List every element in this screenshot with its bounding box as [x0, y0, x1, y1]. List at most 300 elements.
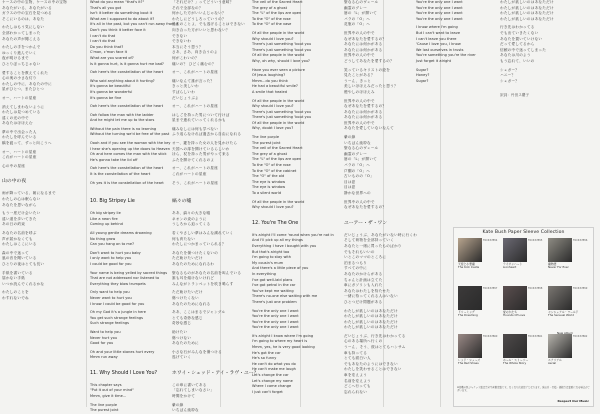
lyric-line: The line purple	[252, 135, 280, 140]
lyric-line: 痛みなしには何も学べない	[172, 126, 219, 131]
catalog-number: TOCP-67858	[528, 287, 543, 290]
lyric-line: それで全部なの？	[172, 5, 203, 10]
lyric-line: But that's alright too	[252, 249, 290, 254]
lyric-line: This chapter says	[90, 382, 122, 387]
lyric-line: できないわ	[172, 39, 192, 44]
lyric-line: Of all the people in the world	[252, 53, 305, 58]
lyric-line: あなたには何かがある	[344, 47, 383, 52]
lyric-line: 「忘れてしまいなさい」	[172, 388, 215, 393]
lyric-line: You're the only one I want	[416, 11, 463, 16]
lyric-line: Why should I love you?	[252, 104, 294, 109]
lyric-line: ただ助けたいだけ	[172, 290, 203, 295]
album-title	[503, 359, 536, 366]
album-title-en: The Whole Story	[503, 361, 527, 366]
album-cover-image	[503, 286, 527, 310]
lyric-line: 橋を渡って、ずっと向こうへ	[2, 141, 52, 146]
lyric-line: あなたを傷つけたくないの	[172, 250, 219, 255]
lyric-line: あなたの声が聞こえる	[2, 36, 41, 41]
lyric-line: Want to help you	[90, 329, 121, 334]
catalog-number: TOCP-67862	[573, 335, 588, 338]
album-title-jp: ライオンハート	[503, 262, 523, 266]
lyric-line: わたしが欲しいのはあなただけ	[344, 308, 398, 313]
lyric-line: いつか読んでくれるかな	[2, 281, 45, 286]
lyric-line: I've got petrol in the car	[252, 283, 296, 288]
lyric-line: わたしを呼んでいる	[2, 135, 37, 140]
album-title-en: Lionheart	[503, 265, 517, 270]
lyric-line: Everything they blow trumpets	[90, 281, 146, 286]
album-title-jp: 愛のかたち	[503, 310, 517, 314]
song-title: 11. Why Should I Love You?	[90, 370, 158, 376]
lyric-line: Of all the people in the world	[252, 30, 305, 35]
lyric-line: The veil of the Sacred Heart	[252, 146, 303, 151]
lyric-line: 遠くの光の中で	[2, 115, 29, 120]
lyric-line: Oh big stripey lie	[90, 211, 121, 216]
lyric-line: Such strange feelings	[90, 321, 129, 326]
lyric-line: We lost ourselves in trusts	[416, 47, 464, 52]
lyric-line: Ooh follow the man with the ladder	[90, 112, 154, 117]
lyric-line: どうしてあなたを愛するの？	[344, 58, 394, 63]
lyric-line: 手紙を書いている	[2, 270, 33, 275]
lyric-line: Don't you think it better face it	[90, 27, 146, 32]
lyric-line: Of all the people in the world	[252, 98, 305, 103]
lyric-line: In everything	[252, 271, 276, 276]
lyric-line: だいじょうぶ、あなたがいない時に行くわ	[344, 232, 418, 237]
lyric-line: 忘れられない	[344, 389, 368, 394]
lyric-line: もう一度だけ会いたい	[2, 211, 41, 216]
lyric-line: You're the only one I want	[416, 0, 463, 4]
lyric-line: Never hurt you	[90, 335, 118, 340]
lyric-line: 心のある場所へ行くの	[344, 339, 383, 344]
album-title	[503, 311, 536, 318]
song-title: ユーアー・ザ・ワン	[344, 220, 388, 226]
lyric-line: あなたには何かがある	[344, 115, 383, 120]
lyric-line: これがハートの星座	[172, 172, 207, 177]
lyric-line: 星まで連れていってくれるかも	[172, 118, 226, 123]
lyric-line: ガラスの中の宝石を見つめる	[2, 11, 52, 16]
lyric-line: わたしが欲しいのはあなただけ	[344, 314, 398, 319]
lyric-line: No thing grow	[90, 236, 116, 241]
lyric-line: 幽霊のグレー	[344, 151, 368, 156]
lyric-line: 戸棚の「O」へ	[344, 168, 371, 173]
album-cover-image	[503, 334, 527, 358]
lyric-line: 奇妙な感じ	[172, 321, 192, 326]
lyric-line: He's got the car	[252, 350, 281, 355]
album-title-en: The Sensual World	[548, 313, 574, 318]
lyric-line: 遠い道を歩いてきた	[2, 216, 37, 221]
lyric-line: 一緒に待ってくれる人はいない	[344, 294, 398, 299]
lyric-line: わたしが欲しいのはあなただけ	[500, 0, 554, 4]
lyric-line: 本当にそう思う？	[172, 44, 203, 49]
lyric-line: あなたを思いながら	[2, 202, 37, 207]
lyric-line: ふたを開けてくれるのよ	[172, 157, 215, 162]
lyric-line: わたしにどうしろっていうの？	[172, 16, 226, 21]
lyric-line: でもそれもいいの	[344, 249, 375, 254]
lyric-line: ふり返らなければ過去から自由になれる	[172, 132, 242, 137]
lyric-line: 天国への扉を開けているらしいわ	[172, 146, 230, 151]
album-cover-item	[548, 334, 588, 366]
lyric-column-jp-1	[2, 0, 84, 407]
album-cover-image	[548, 286, 572, 310]
lyric-line: 車を変えよう	[344, 373, 368, 378]
lyric-line: I know I could be good for you	[90, 301, 145, 306]
lyric-line: 心の中の星座	[2, 163, 26, 168]
lyric-line: C'mon, c'mon face it	[90, 50, 128, 55]
album-cover-item	[458, 238, 498, 270]
lyric-line: And there's a little piece of you	[252, 266, 309, 271]
lyric-line: シュガー？	[500, 78, 520, 83]
lyric-line: 消えてしまわないように	[2, 104, 45, 109]
album-title	[548, 263, 581, 270]
lyric-line: 逃げていく	[172, 355, 192, 360]
lyric-line: Is it gonna hurt, is it gonna hurt me bad?	[90, 61, 164, 66]
lyric-line: What do you mean "that's it?"	[90, 0, 145, 4]
lyric-line: Mmm, yes, he is very good looking	[252, 345, 315, 350]
lyric-line: I'm going to where my heart is	[252, 339, 308, 344]
lyric-line: There's just something 'bout you	[252, 47, 312, 52]
stanza-break	[252, 214, 342, 217]
lyric-line: ああ、縞々の大きな嘘	[172, 211, 211, 216]
lyric-line: とても面白い人	[344, 356, 371, 361]
lyric-line: はしごを持った男について行けば	[172, 112, 230, 117]
lyric-line: できない	[172, 33, 188, 38]
lyric-line: The eye is window	[252, 185, 286, 190]
lyric-line: ひとつだけ問題がある	[344, 299, 383, 304]
lyric-line: It is the constellation of the heart	[90, 172, 151, 177]
lyric-line: 世界中の人の中で	[344, 199, 375, 204]
lyric-line: ただ助けたいだけ	[172, 256, 203, 261]
lyric-line: ちゃんと計画は立てた	[344, 277, 383, 282]
lyric-line: There's no-one else waiting with me	[252, 294, 318, 299]
lyric-line: 花瓶の「O」へ	[344, 22, 371, 27]
lyric-line: 助けたい	[172, 329, 188, 334]
collection-title: Kate Bush Paper Sleeve Collection	[482, 230, 565, 235]
lyric-line: That's all you got	[90, 5, 122, 10]
lyric-line: いちばん純粋な	[172, 408, 199, 413]
lyric-line: 傷つけたくない	[172, 295, 199, 300]
lyric-line: Your name is being yelled by sacred things	[90, 270, 168, 275]
lyric-line: 車も持ってる	[344, 350, 368, 355]
lyric-line: Isn't it better do something bout it	[90, 11, 153, 16]
lyric-line: What are you scared of?	[90, 55, 134, 60]
lyric-line: 時間をかけて	[172, 394, 196, 399]
lyric-line: He had a beautiful smile?	[252, 84, 298, 89]
lyric-line: I can't do that	[90, 33, 116, 38]
lyric-line: ひとりぼっちじゃない	[2, 61, 41, 66]
album-title-en: The Kick Inside	[458, 265, 480, 270]
respect-our-music-logo: Respect Our Music	[557, 399, 589, 403]
lyric-line: You're the only one I want	[416, 16, 463, 21]
lyric-line: あなたはわたしを待たせた	[344, 288, 391, 293]
lyric-line: 夢の中で出会った人	[2, 129, 37, 134]
lyric-line: とても奇妙な感じ	[172, 315, 203, 320]
album-cover-item	[503, 334, 543, 366]
lyric-line: 車にガソリンも入れた	[344, 283, 383, 288]
lyric-line: そして荷物を全部持っていく	[344, 238, 394, 243]
lyric-line: All young gentle dreams drowning	[90, 231, 152, 235]
lyric-line: 唇の「L」が開いて	[344, 11, 378, 16]
lyric-line: 泊まるつもり	[344, 260, 368, 265]
album-title-en: Never For Ever	[548, 265, 569, 270]
lyric-line: He can't make me laugh	[252, 367, 296, 372]
lyric-line: 静かな世界への	[344, 191, 371, 195]
lyric-line: That are not addressed nor listened to	[90, 276, 160, 281]
lyric-line: あなたには何かがある	[344, 109, 383, 114]
lyric-line: これがハートの星座	[2, 155, 37, 160]
lyric-line: 愛することを教えてくれた	[2, 70, 49, 75]
lyric-line: 何がこわいの？	[172, 55, 199, 60]
lyric-line: そう、これがハートの星座	[172, 180, 219, 185]
lyric-line: Let's change the car	[252, 373, 289, 378]
catalog-number: TOCP-67857	[483, 287, 498, 290]
album-cover-item	[503, 286, 543, 318]
lyric-line: Ooh here's the constellation of the heart	[90, 166, 164, 171]
lyric-line: オー、これがハートの星座	[172, 104, 218, 109]
lyric-line: Of all the people in the world	[252, 120, 305, 125]
lyric-line: I'm going to stay with	[252, 255, 292, 260]
lyric-line: He's gonna take the lid off	[90, 157, 138, 162]
lyric-line: What am I supposed to do about it?	[90, 16, 155, 21]
paper-sleeve-collection	[453, 227, 594, 407]
lyric-line: だいじょうぶ、行き先はわかってる	[344, 333, 406, 338]
lyric-line: Of Jesus laughing?	[252, 73, 286, 78]
lyric-column-jp-2	[172, 0, 259, 413]
lyric-line: 紫の線	[172, 402, 184, 407]
lyric-line: Never want to hurt you	[90, 295, 132, 300]
lyric-line: And he might let me up to the stars	[90, 118, 155, 123]
lyric-line: Oh and your little stones hurt every	[90, 349, 155, 354]
lyric-line: わたしが欲しいのはあなただけ	[344, 319, 398, 324]
lyric-line: そこにいるのは、あなた	[2, 16, 45, 21]
lyric-line: わたしはここにいる	[2, 242, 37, 247]
album-title-jp: エアリアル	[548, 358, 562, 362]
album-cover-image	[503, 238, 527, 262]
lyric-line: Can you hang on to me?	[90, 242, 134, 247]
lyric-line: My cousin's mum	[252, 260, 284, 265]
lyric-line: 若くやさしい夢はみんな溺れていく	[172, 231, 234, 235]
lyric-line: You get such strange feelings	[90, 315, 143, 320]
lyric-line: 世界中の人の中で	[344, 120, 375, 125]
lyric-line: I just can't forget	[252, 389, 283, 394]
lyric-line: なぜあなたを愛するの？	[344, 36, 387, 41]
lyric-line: 目は窓	[344, 185, 356, 190]
album-title	[548, 359, 581, 366]
lyric-line: あなたのために	[172, 341, 199, 346]
lyric-line: うーん、そう、彼はとてもハンサム	[344, 345, 406, 350]
lyric-line: Everything I have I bought with you	[252, 243, 317, 248]
album-cover-item	[548, 286, 588, 318]
lyric-line: オー、鍵を持った女の人を見かけたら	[172, 141, 238, 146]
lyric-line: Coming up behind	[90, 222, 123, 227]
album-title-jp: ホール・ストーリー	[503, 358, 529, 362]
lyric-line: 行き先はわかってる	[500, 25, 535, 30]
lyric-line: 「それだけ？」ってどういう意味？	[172, 0, 234, 4]
lyric-line: He can't do what you do	[252, 361, 296, 366]
lyric-line: 名前を変えよう	[344, 378, 371, 383]
lyric-line: You're the only one I want	[252, 314, 299, 319]
lyric-line: あなたを愛していないなんて	[344, 126, 394, 131]
lyric-line: さあ、さあ、向き合うのよ	[172, 50, 218, 55]
lyric-line: オー、ハートの星座	[2, 95, 37, 100]
album-title	[458, 311, 491, 318]
lyric-line: いちばん純粋な	[344, 140, 371, 145]
lyric-line: The purest joint	[90, 408, 119, 413]
lyric-line: Don't want to hurt you baby	[90, 250, 141, 255]
lyric-line: To the "O" of the rose	[252, 163, 291, 168]
lyric-line: うしろから迫ってくる	[172, 222, 211, 227]
lyric-line: Mmm, give it time...	[90, 394, 127, 399]
lyric-line: シュガー？	[500, 67, 520, 72]
lyric-line: わたしは見つめている	[2, 110, 41, 115]
lyric-line: 痛いなんて誰が言った？	[172, 78, 215, 83]
song-title: 12. You're The One	[252, 220, 299, 226]
lyric-line: 美しいほほえみだったと思う？	[344, 84, 398, 89]
lyric-line: ひとりの夜はとても長い	[2, 261, 45, 266]
lyric-line: わたしにつかまっていられる？	[172, 242, 226, 247]
lyric-line: Without the turning we'd be free of the past	[90, 132, 170, 137]
lyric-line: To the "O" of the cabinet	[252, 168, 297, 173]
lyric-line: だって愛してるから	[500, 42, 535, 47]
lyric-line: あの日の約束	[2, 222, 26, 227]
album-title-en: The Red Shoes	[458, 361, 479, 366]
lyric-line: 訳詞：丹田ス慶子	[500, 93, 530, 98]
lyric-line: この章に書いてある	[172, 382, 207, 387]
lyric-line: みんながトランペットを吹き鳴らす	[172, 281, 234, 286]
lyric-line: きっと美しいわ	[172, 84, 199, 89]
lyric-line: And I'll pick up all my things	[252, 238, 303, 243]
lyric-line: 全部わかってしまった	[2, 30, 41, 35]
lyric-line: Sugar?	[416, 67, 429, 72]
lyric-line: あなたは川のよう	[500, 53, 531, 58]
lyric-line: オー、これがハートの星座	[172, 70, 218, 75]
lyric-line: It's gonna be fine	[90, 95, 122, 100]
lyric-line: あなたには何かがある	[344, 42, 383, 47]
lyric-line: 夜が明けるまで	[2, 56, 29, 61]
lyric-line: I know where I'm going	[416, 25, 458, 30]
lyric-line: Mmm run away	[90, 355, 118, 360]
lyric-line: Ooh here's the constellation of the heart	[90, 104, 164, 109]
new-album-badge: New Album	[557, 331, 573, 335]
song-title: 10. Big Stripey Lie	[90, 199, 135, 205]
lyric-line: あなたのかけらがある	[344, 271, 383, 276]
lyric-line: もう忘れて、いいの	[500, 58, 535, 63]
lyric-line: Let's change my name	[252, 378, 293, 383]
lyric-line: You're the only one I want	[252, 319, 299, 324]
lyric-line: You're the only one I want	[416, 5, 463, 10]
catalog-number: TOCP-67854	[483, 239, 498, 242]
lyric-line: I only want to help you	[90, 256, 132, 261]
album-title	[503, 263, 536, 270]
lyric-line: To the "O" of the rose	[252, 16, 291, 21]
lyric-line: なぜあなたを愛するの？	[344, 205, 387, 210]
lyric-line: 紫の線	[344, 135, 356, 140]
lyric-line: すべての中に	[344, 266, 367, 271]
lyric-line: There's just something 'bout you	[252, 115, 312, 120]
lyric-line: It's gonna be beautiful	[90, 84, 131, 89]
lyric-line: オー、これがハートの星座	[172, 166, 218, 171]
lyric-line: 風の音を聞いている	[2, 256, 37, 261]
lyric-line: Just forget it alright	[416, 58, 452, 63]
lyric-line: Oh yes it is the constellation of the heart	[90, 180, 164, 185]
stanza-break	[172, 364, 250, 367]
lyric-line: Oh my God it's a jungle in here	[90, 310, 146, 315]
album-cover-item	[503, 238, 543, 270]
lyric-line: The "L" of the lips are open	[252, 157, 302, 162]
lyric-line: ケースの中の宝物、ケースの中の宝物	[2, 0, 67, 4]
lyric-line: わたしが欲しいのはあなただけ	[500, 5, 554, 10]
lyric-line: 心の奥の小さな灯り	[2, 76, 37, 81]
album-cover-image	[458, 286, 482, 310]
lyric-line: わたしのことを	[2, 290, 29, 295]
lyric-line: あなたのためになれる	[172, 301, 211, 306]
lyric-column-en-2	[252, 0, 342, 407]
lyric-line: バラの「O」へ	[344, 163, 371, 168]
lyric-line: The eye is window	[252, 179, 286, 184]
album-cover-image	[548, 334, 572, 358]
stanza-break	[90, 192, 170, 195]
lyric-line: Have you ever seen a picture	[252, 67, 305, 72]
lyric-line: Why should I love you?	[252, 205, 294, 210]
album-title-jp: レッド・シューズ	[458, 358, 481, 362]
lyric-line: I can't do that	[90, 39, 116, 44]
lyric-line: The grey of a ghost	[252, 151, 288, 156]
lyric-line: I hear she's opening up the doors to Heaven	[90, 146, 171, 151]
lyric-line: But I can't want to leave	[416, 30, 461, 35]
lyric-line: It's all in the past, but you can't run away from it	[90, 22, 179, 27]
lyric-line: 声が届かなくても	[2, 236, 33, 241]
lyric-line: There's just something 'bout you	[252, 42, 312, 47]
lyric-line: The purest joint	[252, 140, 281, 145]
lyric-line: わたしを笑わせることはできない	[344, 367, 402, 372]
catalog-number: TOCP-67860	[483, 335, 498, 338]
lyric-line: 雨が降っている、朝になるまで	[2, 191, 56, 196]
lyric-line: 'Cause I love you, I know	[416, 42, 461, 47]
lyric-line: Honey?	[416, 73, 430, 78]
lyric-line: The "L" of the lips are open	[252, 11, 302, 16]
lyric-line: Oooh and if you see the woman with the key	[90, 141, 171, 146]
lyric-line: I could be good for you	[90, 261, 132, 266]
lyric-line: 届かない手紙	[2, 276, 26, 281]
lyric-line: Oh and here comes the man with the stick	[90, 152, 167, 157]
lyric-line: ゆっくり進んでいく	[2, 50, 37, 55]
lyric-line: The line purple	[90, 402, 118, 407]
lyric-line: 森の中で迷って	[2, 250, 29, 255]
lyric-line: The "O" of the old	[252, 174, 285, 179]
lyric-line: オー、ハートの星座	[2, 149, 37, 154]
album-title-jp: 天使と小悪魔	[458, 262, 475, 266]
lyric-line: It's gonna be wonderful	[90, 89, 133, 94]
lyric-line: 幽霊のグレー	[344, 5, 368, 10]
lyric-line: It's alright I know where I'm going	[252, 333, 314, 338]
lyric-line: 笑っているキリストの絵を	[344, 67, 391, 72]
lyric-line: Like a neon fire	[90, 216, 118, 221]
lyric-line: ああ、ここはまるでジャングル	[172, 310, 226, 315]
lyric-line: To a silent world	[252, 191, 282, 195]
song-title: 山の中の夜	[2, 179, 27, 185]
lyric-line: 世界中の人の中で	[344, 98, 375, 103]
lyric-line: でもあなたのようにはできない	[344, 361, 398, 366]
lyric-line: わたしの中に、あなたの中に	[2, 81, 52, 86]
lyric-line: わたしはもう気にしない	[2, 25, 45, 30]
lyric-line: Good for you	[90, 341, 114, 346]
lyric-line: ほら、杖を持った男がやって来る	[172, 152, 230, 157]
lyric-line: いとこのママのところに	[344, 255, 387, 260]
catalog-number: TOCP-67861	[528, 335, 543, 338]
album-cover-image	[548, 238, 572, 262]
lyric-line: 向き合った方がいいと思わない？	[172, 27, 230, 32]
lyric-line: He's so funny	[252, 356, 277, 361]
lyric-line: Ooh here's the constellation of the heart	[90, 70, 164, 75]
album-title-jp: ドリーミング	[458, 310, 475, 314]
